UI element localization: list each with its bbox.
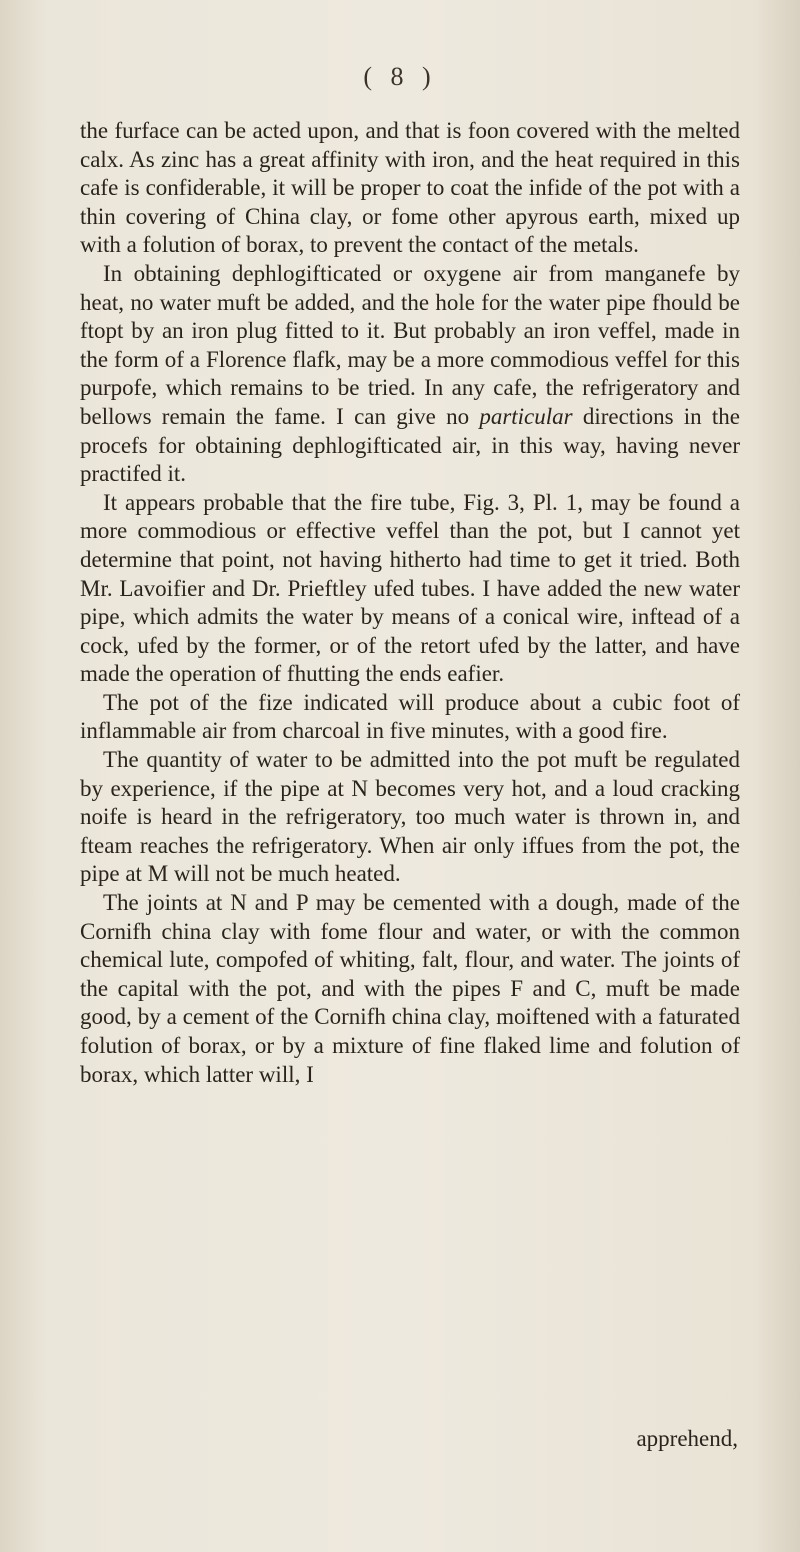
paragraph-2-text-b: directions in the procefs for obtaining dephlogifticated air, in this way, having never practifed it. <box>80 403 740 487</box>
catchword: apprehend, <box>636 1426 738 1451</box>
body-text <box>80 117 740 1089</box>
paragraph-4-text: The pot of the fize indicated will produce about a cubic foot of inflammable air from charcoal in five minutes, with a good fire. <box>80 689 740 744</box>
paragraph-1 <box>80 117 740 260</box>
page-number: ( 8 ) <box>363 62 437 91</box>
paragraph-6 <box>80 889 740 1089</box>
paragraph-1-text: the furface can be acted upon, and that is foon covered with the melted calx. As zinc has a great affinity with iron, and the heat required in this cafe is confiderable, it will be proper to coat the infide of the pot with a thin covering of China clay, or fome other apyrous earth, mixed up with a folution of borax, to prevent the contact of the metals. <box>80 118 740 258</box>
paragraph-5-text: The quantity of water to be admitted into the pot muft be regulated by experience, if the pipe at N becomes very hot, and a loud cracking noife is heard in the refrigeratory, too much water is thrown in, and fteam reaches the refrigeratory. When air only iffues from the pot, the pipe at M will not be much heated. <box>80 747 740 887</box>
paragraph-2 <box>80 260 740 489</box>
paragraph-2-emphasis: particular <box>479 403 573 429</box>
paragraph-2-text-a: In obtaining dephlogifticated or oxygene air from manganefe by heat, no water muft be added, and the hole for the water pipe fhould be ftopt by an iron plug fitted to it. But probably an iron veffel, made in the form of a Florence flafk, may be a more commodious veffel for this purpofe, which remains to be tried. In any cafe, the refrigeratory and bellows remain the fame. I can give no <box>80 260 740 429</box>
paragraph-4 <box>80 689 740 746</box>
paragraph-3-text: It appears probable that the fire tube, Fig. 3, Pl. 1, may be found a more commodious or effective veffel than the pot, but I cannot yet determine that point, not having hitherto had time to get it tried. Both Mr. Lavoifier and Dr. Prieftley ufed tubes. I have added the new water pipe, which admits the water by means of a conical wire, inftead of a cock, ufed by the former, or of the retort ufed by the latter, and have made the operation of fhutting the ends eafier. <box>80 489 740 687</box>
paragraph-6-text: The joints at N and P may be cemented with a dough, made of the Cornifh china clay with fome flour and water, or with the common chemical lute, compofed of whiting, falt, flour, and water. The joints of the capital with the pot, and with the pipes F and C, muft be made good, by a cement of the Cornifh china clay, moiftened with a faturated folution of borax, or by a mixture of fine flaked lime and folution of borax, which latter will, I <box>80 890 740 1087</box>
paragraph-5 <box>80 746 740 889</box>
paragraph-3 <box>80 489 740 689</box>
